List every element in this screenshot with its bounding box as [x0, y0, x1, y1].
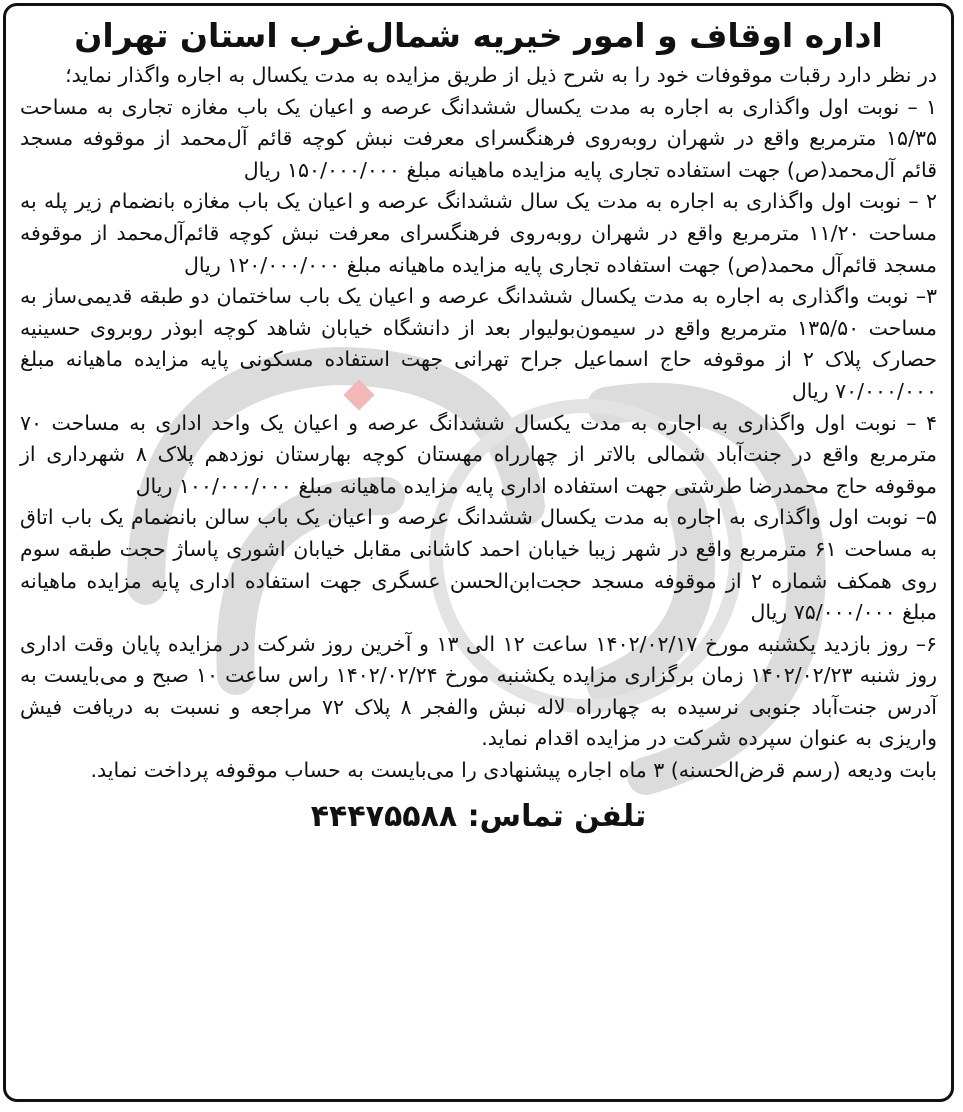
intro-paragraph: در نظر دارد رقبات موقوفات خود را به شرح ذیل از طریق مزایده به مدت یکسال به اجاره واگذار نماید؛ — [65, 63, 937, 87]
list-item-3: ۳– نوبت واگذاری به اجاره به مدت یکسال ششدانگ عرصه و اعیان یک باب ساختمان دو طبقه قدیمی‌ساز به مساحت ۱۳۵/۵۰ مترمربع واقع در سیمون‌بولیوار بعد از دانشگاه خیابان شاهد کوچه ابوذر روبروی حسینیه حصارک پلاک ۲ از موقوفه حاج اسماعیل جراح تهرانی جهت استفاده مسکونی پایه مزایده ماهیانه مبلغ ۷۰/۰۰۰/۰۰۰ ریال — [20, 284, 937, 403]
deposit-note: بابت ودیعه (رسم قرض‌الحسنه) ۳ ماه اجاره پیشنهادی را می‌بایست به حساب موقوفه پرداخت نماید. — [90, 758, 937, 783]
list-item-2: ۲ – نوبت اول واگذاری به اجاره به مدت یک سال ششدانگ عرصه و اعیان یک باب مغازه بانضمام زیر پله به مساحت ۱۱/۲۰ مترمربع واقع در شهران روبه‌روی فرهنگسرای معرفت نبش کوچه قائم‌آل‌محمد از موقوفه مسجد قائم‌آل محمد(ص) جهت استفاده تجاری پایه مزایده ماهیانه مبلغ ۱۲۰/۰۰۰/۰۰۰ ریال — [20, 189, 937, 277]
phone-number: ۴۴۴۷۵۵۸۸ — [310, 798, 458, 834]
list-item-4: ۴ – نوبت اول واگذاری به اجاره به مدت یکسال ششدانگ عرصه و اعیان یک واحد اداری به مساحت ۷۰ مترمربع واقع در جنت‌آباد شمالی بالاتر از چهارراه مهستان کوچه بهارستان نوزدهم پلاک ۸ شهرداری از موقوفه حاج محمدرضا طرشتی جهت استفاده اداری پایه مزایده ماهیانه مبلغ ۱۰۰/۰۰۰/۰۰۰ ریال — [20, 410, 937, 498]
list-item-5: ۵– نوبت اول واگذاری به اجاره به مدت یکسال ششدانگ عرصه و اعیان یک باب سالن بانضمام یک باب اتاق به مساحت ۶۱ مترمربع واقع در شهر زیبا خیابان احمد کاشانی مقابل خیابان اشوری پاساژ حجت طبقه سوم روی همکف شماره ۲ از موقوفه مسجد حجت‌ابن‌الحسن عسگری جهت استفاده اداری پایه مزایده ماهیانه مبلغ ۷۵/۰۰۰/۰۰۰ ریال — [20, 505, 938, 625]
list-item-1: ۱ – نوبت اول واگذاری به اجاره به مدت یکسال ششدانگ عرصه و اعیان یک باب مغازه تجاری به مساحت ۱۵/۳۵ مترمربع واقع در شهران روبه‌روی فرهنگسرای معرفت نبش کوچه قائم آل‌محمد از موقوفه مسجد قائم آل‌محمد(ص) جهت استفاده تجاری پایه مزایده ماهیانه مبلغ ۱۵۰/۰۰۰/۰۰۰ ریال — [20, 94, 937, 182]
list-item-6: ۶– روز بازدید یکشنبه مورخ ۱۴۰۲/۰۲/۱۷ ساعت ۱۲ الی ۱۳ و آخرین روز شرکت در مزایده پایان وقت اداری روز شنبه ۱۴۰۲/۰۲/۲۳ زمان برگزاری مزایده یکشنبه مورخ ۱۴۰۲/۰۲/۲۴ راس ساعت ۱۰ صبح و می‌بایست به آدرس جنت‌آباد جنوبی نرسیده به چهارراه لاله نبش والفجر ۸ پلاک ۷۲ مراجعه و نسبت به دریافت فیش واریزی به عنوان سپرده شرکت در مزایده اقدام نماید. — [20, 631, 938, 751]
page-title: اداره اوقاف و امور خیریه شمال‌غرب استان تهران — [74, 16, 883, 55]
contact-phone — [20, 795, 937, 839]
announcement-frame — [3, 3, 954, 1102]
phone-label: تلفن تماس: — [467, 798, 647, 834]
